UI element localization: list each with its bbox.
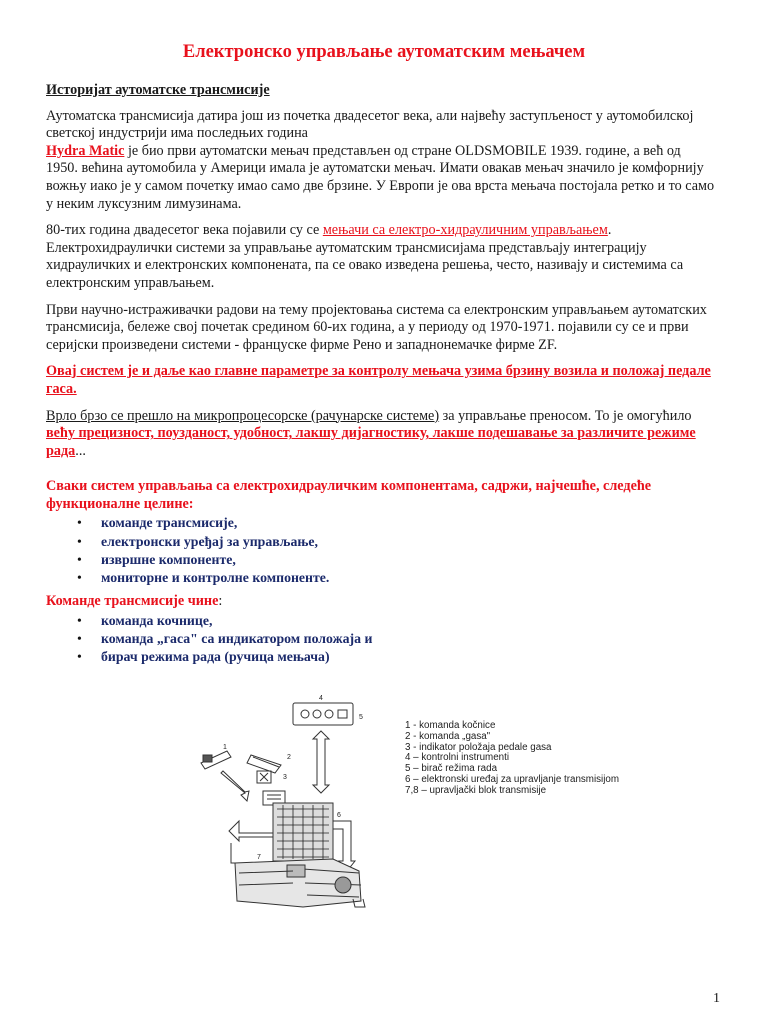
gas-pedal-line	[253, 757, 279, 767]
bullet-icon: •	[77, 631, 82, 647]
figure-legend	[405, 721, 619, 797]
page-title: Електронско управљање аутоматским мењачем	[182, 42, 586, 62]
legend-item: 2 - komanda „gasa"	[405, 730, 491, 742]
gauge-icon	[325, 710, 333, 718]
signal-arrow-brake	[221, 771, 249, 801]
hydra-matic-term: Hydra Matic	[46, 142, 125, 159]
transmission-hub	[335, 877, 351, 893]
paragraph-history	[46, 108, 716, 214]
signal-arrow-left	[229, 821, 273, 841]
figure-label-7: 7	[257, 854, 261, 861]
legend-item: 1 - komanda kočnice	[405, 720, 496, 731]
bullet-icon: •	[77, 533, 82, 549]
list-item-text: команда „гаса" са индикатором положаја и	[101, 631, 373, 647]
document-body	[46, 82, 716, 672]
list-item	[46, 648, 716, 666]
bullet-icon: •	[77, 551, 82, 567]
controls-label: Команде трансмисије чине	[46, 593, 219, 610]
list-item-text: мониторне и контролне компоненте.	[101, 570, 330, 586]
list-item	[46, 533, 716, 551]
bullet-icon: •	[77, 515, 82, 531]
legend-item: 5 – birač režima rada	[405, 763, 498, 775]
paragraph-eighties	[46, 222, 716, 292]
list-item	[46, 612, 716, 630]
legend-item: 3 - indikator položaja pedale gasa	[405, 741, 552, 753]
transmission-diagram	[183, 693, 383, 913]
bullet-icon: •	[77, 570, 82, 586]
list-item-text: бирач режима рада (ручица мењача)	[101, 649, 330, 665]
paragraph-history-text: Аутоматска трансмисија датира још из почетка двадесетог века, али највећу заступљеност у аутомобилској светској индустрији има последњих година	[46, 107, 694, 142]
microprocessor-term: Врло брзо се прешло на микропроцесорске (рачунарске системе)	[46, 407, 440, 424]
paragraph-microprocessor	[46, 408, 716, 461]
paragraph-controls	[46, 593, 716, 611]
indicator-icon	[338, 710, 347, 718]
list-item	[46, 569, 716, 587]
paragraph-eighties-text: 80-тих година двадесетог века појавили су се	[46, 222, 323, 239]
paragraph-functional-units: Сваки систем управљања са електрохидрауличким компонентама, садржи, најчешће, следеће функционалне целине:	[46, 478, 652, 512]
paragraph-microprocessor-text: за управљање преносом. То је омогућило	[439, 407, 692, 424]
gauge-icon	[313, 710, 321, 718]
legend-item: 4 – kontrolni instrumenti	[405, 752, 510, 764]
paragraph-microprocessor-ellipsis: ...	[75, 442, 86, 459]
figure-label-5: 5	[359, 714, 363, 721]
feedback-line	[231, 843, 239, 863]
list-item-text: команда кочнице,	[101, 612, 213, 628]
figure-label-1: 1	[223, 744, 227, 751]
list-item-text: електронски уређај за управљање,	[101, 533, 318, 549]
controls-list	[46, 612, 716, 667]
instrument-panel	[293, 703, 353, 725]
paragraph-eighties-text-2: . Електрохидраулички системи за управљање аутоматским трансмисијама представљају интеграцију хидрауличких и електронских компонената, па се овако изведена решења, често, називају и системима са електронским управљањем.	[46, 222, 684, 291]
gear-selector-lines	[267, 795, 281, 799]
figure-label-6: 6	[337, 812, 341, 819]
figure-label-2: 2	[287, 754, 291, 761]
gas-pedal	[247, 755, 281, 773]
electrohydraulic-term: мењачи са електро-хидрауличним управљањем	[322, 222, 608, 239]
bullet-icon: •	[77, 612, 82, 628]
paragraph-history-text-2: је био први аутоматски мењач представљен од стране OLDSMOBILE 1939. године, а већ од 1950. већина аутомобила у Америци имала је аутоматски мењач. Имати овакав мењач значило је комфорнију вожњу иако је у самом почетку имао само две брзине. У Европи је ова врста мењача постојала ретко и то само у неким луксузним лимузинама.	[46, 142, 715, 212]
gauge-icon	[301, 710, 309, 718]
list-item-text: извршне компоненте,	[101, 551, 236, 567]
brake-pedal-pad	[203, 755, 212, 762]
functional-units-list	[46, 514, 716, 587]
figure-label-3: 3	[283, 774, 287, 781]
list-item	[46, 630, 716, 648]
paragraph-parameters: Овај систем је и даље као главне параметре за контролу мењача узима брзину возила и положај педале гаса.	[46, 363, 711, 397]
signal-arrow-vertical	[313, 731, 329, 793]
paragraph-research: Први научно-истраживачки радови на тему пројектовања система са електронским управљањем аутоматских трансмисија, бележе свој почетак средином 60-их година, а у периоду од 1970-1971. појавили су се и први серијски произведени системи - француске фирме Рено и западнонемачке фирме ZF.	[46, 301, 707, 353]
page-number: 1	[713, 991, 720, 1006]
list-item-text: команде трансмисије,	[101, 515, 238, 531]
controls-colon: :	[218, 593, 223, 610]
legend-item: 7,8 – upravljački blok transmisije	[405, 784, 547, 796]
bullet-icon: •	[77, 649, 82, 665]
benefits-term: већу прецизност, поузданост, удобност, лакшу дијагностику, лакше подешавање за различите режиме рада	[46, 425, 696, 459]
list-item	[46, 514, 716, 532]
figure-label-4: 4	[319, 695, 323, 702]
list-item	[46, 551, 716, 569]
indicator-cross	[260, 773, 268, 781]
section-heading: Историјат аутоматске трансмисије	[46, 82, 270, 98]
legend-item: 6 – elektronski uređaj za upravljanje transmisijom	[405, 773, 619, 785]
